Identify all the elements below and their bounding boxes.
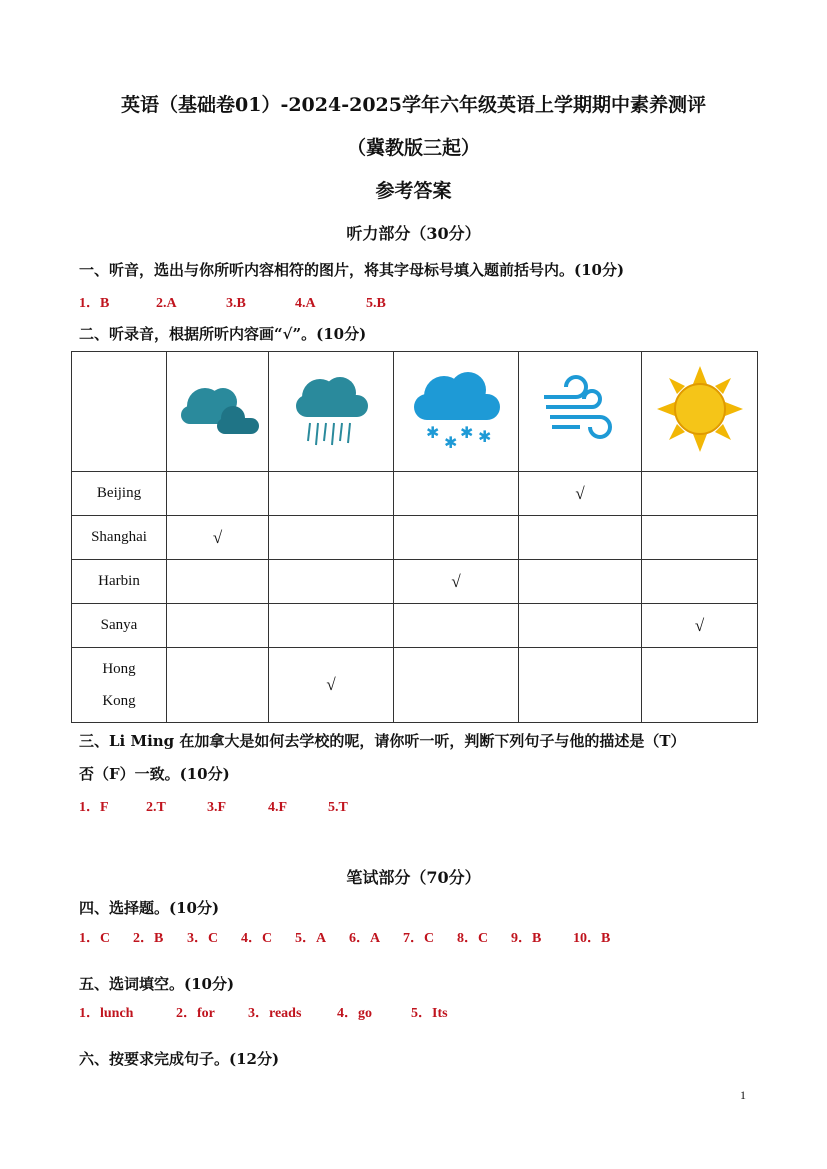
q1-prompt: 一、听音，选出与你所听内容相符的图片，将其字母标号填入题前括号内。(10分) xyxy=(79,261,625,279)
cloudy-icon xyxy=(167,352,269,472)
listening-heading: 听力部分（30分） xyxy=(346,224,481,243)
check-mark: √ xyxy=(642,604,758,648)
q1-answers xyxy=(79,292,386,312)
answer: 5．Its xyxy=(411,1006,448,1021)
table-row xyxy=(72,516,758,560)
q3-prompt-line1: 三、Li Ming 在加拿大是如何去学校的呢，请你听一听，判断下列句子与他的描述是（T） xyxy=(79,732,686,750)
q6-prompt: 六、按要求完成句子。(12分) xyxy=(79,1050,280,1068)
wind-icon xyxy=(519,352,642,472)
answer: 5.T xyxy=(328,800,348,815)
answer: 4.A xyxy=(295,296,316,311)
city-cell: Harbin xyxy=(72,560,167,604)
answer: 3．reads xyxy=(248,1006,302,1021)
city-cell: Shanghai xyxy=(72,516,167,560)
answer: 9．B xyxy=(511,931,542,946)
answer: 2．B xyxy=(133,931,164,946)
answer: 5．A xyxy=(295,931,327,946)
q4-prompt: 四、选择题。(10分) xyxy=(79,899,220,917)
answer: 3.B xyxy=(226,296,246,311)
answer: 3.F xyxy=(207,800,227,815)
writing-heading: 笔试部分（70分） xyxy=(346,868,481,887)
svg-text:✱: ✱ xyxy=(478,427,492,446)
doc-title: 英语（基础卷01）-2024-2025学年六年级英语上学期期中素养测评 xyxy=(121,94,706,116)
answer: 1．lunch xyxy=(79,1006,134,1021)
svg-text:✱: ✱ xyxy=(460,423,474,442)
sun-icon xyxy=(642,352,758,472)
q3-answers xyxy=(79,796,348,816)
answer: 4．C xyxy=(241,931,273,946)
q2-prompt: 二、听录音，根据所听内容画“√”。(10分) xyxy=(79,325,367,343)
doc-subtitle: 参考答案 xyxy=(375,180,452,202)
svg-text:✱: ✱ xyxy=(426,423,440,442)
answer: 2．for xyxy=(176,1006,215,1021)
answer: 5.B xyxy=(366,296,386,311)
answer: 1．F xyxy=(79,800,109,815)
doc-title-edition: （冀教版三起） xyxy=(346,137,480,159)
snow-icon xyxy=(394,352,519,472)
answer: 4．go xyxy=(337,1006,372,1021)
answer: 10．B xyxy=(573,931,611,946)
q5-answers xyxy=(79,1002,448,1022)
q5-prompt: 五、选词填空。(10分) xyxy=(79,975,235,993)
page-number: 1 xyxy=(740,1088,746,1102)
rain-icon xyxy=(269,352,394,472)
table-row xyxy=(72,472,758,516)
q4-answers xyxy=(79,927,610,947)
answer: 1．B xyxy=(79,296,110,311)
answer: 2.T xyxy=(146,800,166,815)
check-mark: √ xyxy=(167,516,269,560)
answer: 4.F xyxy=(268,800,288,815)
answer: 6．A xyxy=(349,931,381,946)
svg-text:✱: ✱ xyxy=(444,433,458,452)
answer: 1．C xyxy=(79,931,111,946)
table-row xyxy=(72,648,758,723)
city-cell: Sanya xyxy=(72,604,167,648)
city-cell: Beijing xyxy=(72,472,167,516)
check-mark: √ xyxy=(269,648,394,723)
q3-prompt-line2: 否（F）一致。(10分) xyxy=(79,765,230,783)
answer: 7．C xyxy=(403,931,435,946)
weather-table xyxy=(71,351,758,723)
answer: 8．C xyxy=(457,931,489,946)
check-mark: √ xyxy=(519,472,642,516)
table-row xyxy=(72,560,758,604)
city-cell: Hong Kong xyxy=(72,648,167,723)
table-row xyxy=(72,604,758,648)
check-mark: √ xyxy=(394,560,519,604)
answer: 3．C xyxy=(187,931,219,946)
answer: 2.A xyxy=(156,296,177,311)
